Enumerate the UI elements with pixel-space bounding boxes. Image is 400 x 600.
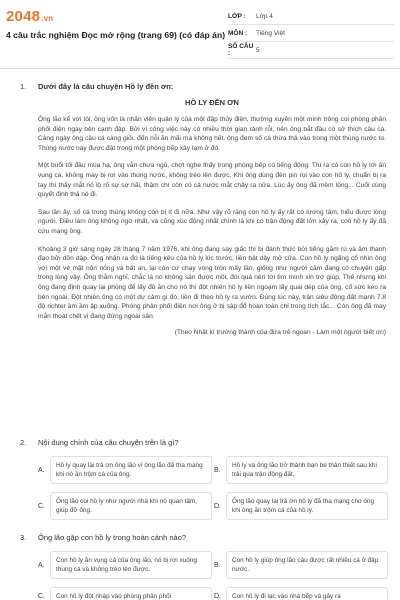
option-letter: C. (38, 593, 45, 600)
page-header (0, 0, 400, 62)
option-text[interactable]: Con hồ ly ăn vụng cá của ông lão, nó bị rơi xuống thùng cá và không trèo lên được. (50, 551, 212, 579)
option-b[interactable] (214, 456, 390, 484)
question-prompt: Ông lão gặp con hồ ly trong hoàn cảnh nào? (38, 533, 187, 542)
option-row (38, 551, 390, 579)
option-letter: B. (214, 561, 221, 569)
story-paragraph: Sau lần ấy, số cá trong thùng không còn bị ít đi nữa. Như vậy rõ ràng con hồ ly ấy rất có lương tâm, hiểu được lòng người. Điều làm ông không ngờ nhất, và cũng xúc động nhất chính là khi có trận động đất lớn xảy ra, con hồ ly ấy đã cứu mạng ông. (38, 208, 386, 235)
meta-row-subject (228, 25, 394, 42)
option-text[interactable]: Con hồ ly đột nhập vào phòng phân phối (50, 587, 212, 600)
option-row (38, 456, 390, 484)
option-a[interactable] (38, 456, 214, 484)
option-text[interactable]: Hồ ly và ông lão trở thành bạn bè thân thiết sau khi trải qua trận động đất. (226, 456, 388, 484)
site-logo[interactable] (6, 8, 53, 25)
question-number: 3. (20, 533, 27, 542)
meta-label: MÔN : (228, 29, 248, 37)
option-text[interactable]: Con hồ ly đi lạc vào nhà bếp và gây ra (226, 587, 388, 600)
answer-options (38, 551, 390, 600)
logo-tld: .vn (41, 14, 54, 23)
page-title: 4 câu trắc nghiệm Đọc mở rộng (trang 69) (có đáp án) (6, 30, 226, 40)
story-paragraph: Ông lão kể với tôi, ông vốn là nhân viên quản lý của một đập thủy điện, thường xuyên một mình trông coi phòng phân phối điện ngay bên cạnh đập. Bởi vì công việc này có nhiều thời gian rảnh rỗi, nên ông bắt đầu có sở thích câu cá. Càng ngày ông câu cá càng giỏi, đến nỗi ăn mãi mà không hết, ông đem số cá thừa thả vào trong một thùng nước to. Thùng nước này được đặt trong một phòng bếp xây tạm ở đó. (38, 116, 386, 152)
option-text[interactable]: Ông lão coi hồ ly như người nhà khi nó quan tâm, giúp đỡ ông. (50, 492, 212, 520)
story-passage (38, 98, 386, 336)
question-prompt: Dưới đây là câu chuyện Hồ ly đền ơn: (38, 82, 174, 91)
meta-value: 5 (256, 46, 260, 54)
header-divider (0, 68, 400, 69)
option-row (38, 492, 390, 520)
option-letter: C. (38, 502, 45, 510)
option-d[interactable] (214, 492, 390, 520)
option-c[interactable] (38, 587, 214, 600)
option-letter: A. (38, 561, 45, 569)
option-d[interactable] (214, 587, 390, 600)
meta-table (228, 8, 394, 59)
meta-row-class (228, 8, 394, 25)
option-text[interactable]: Con hồ ly giúp ông lão câu được rất nhiều cá ở đập nước. (226, 551, 388, 579)
option-row (38, 587, 390, 600)
story-paragraph: Khoảng 3 giờ sáng ngày 28 tháng 7 năm 1976, khi ông đang say giấc thì bị đánh thức bởi tiếng gầm rú và âm thanh đạo bởi dồn dập. Ông nhận ra đó là tiếng kêu của hồ ly lúc trước, liền bật dậy mở cửa. Con hồ ly ngẩng cổ nhìn ông với một vẻ mặt nôn nóng và bất an, lại còn cứ chạy vòng tròn mấy lần, giống như người cảm đang có chuyện gấp trong lòng vậy. Ông thắm nghĩ, chắc là nó không sản được mồi, đói quá nên tới tìm mình xin trợ giúp. Thế nhưng khi ông đang định quay lại phòng để lấy đồ ăn cho nó thì đột nhiên hồ ly liền ngoạm lấy quai dép của ông, cố sức kéo ra bên ngoài. Đột nhiên ông có một dự cảm gì đó, liền đi theo hồ ly ra vườn. Đúng lúc này, trận siêu động đất mạnh 7.8 độ richter ầm ầm ập xuống. Phòng phân phối điện nơi ông ở bị sập đổ hoàn toàn chỉ trong tích tắc... Còn ông đã may mắn thoát chết vì đang đứng ngoài sân. (38, 245, 386, 320)
option-text[interactable]: Hồ ly quay lại trả ơn ông lão vì ông lão đã tha mạng khi nó ăn trộm cá của ông. (50, 456, 212, 484)
question-number: 1. (20, 82, 27, 91)
meta-value: Lớp 4 (256, 12, 273, 20)
answer-options (38, 456, 390, 528)
meta-label: SỐ CÂU : (228, 43, 254, 57)
story-source: (Theo Nhật kí trưởng thành của đứa trẻ ngoan - Làm một người biết ơn) (174, 329, 386, 337)
meta-row-count (228, 42, 394, 59)
option-letter: D. (214, 593, 221, 600)
meta-value: Tiếng Việt (256, 29, 285, 37)
logo-text: 2048 (6, 8, 41, 25)
story-paragraph: Một buổi tối đầu mùa hạ, ông vẫn chưa ngủ, chợt nghe thấy trong phòng bếp có tiếng động. Thì ra có con hồ ly tới ăn vụng cá, không may bị rơi vào thùng nước, không trèo lên được. Khi ông dùng đèn pin rọi vào con hồ ly, chuẩn bị ra tay thì thấy mắt nó lộ rõ sự sợ hãi, thậm chí còn có cả nước mắt chảy ra nữa. Lúc ấy ông đã mềm lòng... Cuối cùng quyết định thả nó đi. (38, 162, 386, 199)
option-b[interactable] (214, 551, 390, 579)
option-letter: B. (214, 466, 221, 474)
option-letter: D. (214, 502, 221, 510)
option-letter: A. (38, 466, 45, 474)
option-a[interactable] (38, 551, 214, 579)
meta-label: LỚP : (228, 12, 246, 20)
option-c[interactable] (38, 492, 214, 520)
option-text[interactable]: Ông lão quay lại trả ơn hồ ly đã tha mạng cho ông khi ông ăn trộm cá của hồ ly. (226, 492, 388, 520)
question-number: 2. (20, 438, 27, 447)
question-prompt: Nội dung chính của câu chuyện trên là gì? (38, 438, 179, 447)
story-title: HỒ LY ĐỀN ƠN (185, 98, 239, 107)
